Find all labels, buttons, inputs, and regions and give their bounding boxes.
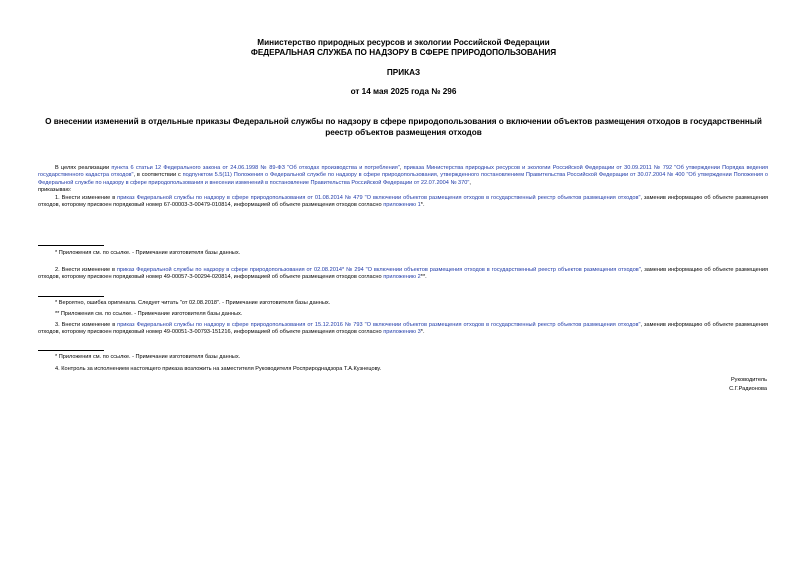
item-3	[38, 322, 768, 337]
item-2-text-1: 2. Внести изменение в	[55, 267, 117, 273]
footnote-3: * Приложения см. по ссылке. - Примечание изготовителя базы данных.	[55, 354, 241, 360]
preamble-text-3: , в соответствии с	[133, 172, 183, 179]
preamble	[38, 165, 768, 209]
preamble-paragraph	[38, 165, 768, 187]
document-title: О внесении изменений в отдельные приказы Федеральной службы по надзору в сфере природопользования о включении объектов размещения отходов в государственный реестр объектов размещения отходов	[45, 117, 762, 137]
item-1-text-2: , заменив информацию об объекте размещения отходов, которому присвоен порядковый номер 67-00003-З-00479-010814, информацией об объекте размещения отходов согласно	[38, 194, 769, 209]
order-479-link[interactable]: приказ Федеральной службы по надзору в сфере природопользования от 01.08.2014 № 479 "О включении объектов размещения отходов в государственный реестр объектов размещения отходов"	[117, 194, 641, 201]
order-793-link[interactable]: приказ Федеральной службы по надзору в сфере природопользования от 15.12.2016 № 793 "О включении объектов размещения отходов в государственный реестр объектов размещения отходов"	[117, 322, 641, 328]
item-1	[38, 195, 768, 210]
item-2-text-3: **.	[420, 274, 427, 281]
item-2	[38, 267, 768, 282]
regulation-400-link[interactable]: подпунктом 5.5(11) Положения о Федеральной службе по надзору в сфере природопользования, утвержденного постановлением Правительства Российской Федерации от 30.07.2004 № 400 "Об утверждении Положения о Федеральной службе по надзору в сфере природопользования и внесении изменений в постановление Правительства Российской Федерации от 22.07.2004 № 370"	[38, 172, 769, 186]
appendix-2-link[interactable]: приложению 2	[383, 274, 421, 281]
item-3-text-1: 3. Внести изменение в	[55, 322, 118, 328]
item-1-text-3: *.	[420, 202, 425, 209]
footnote-2a: * Вероятно, ошибка оригинала. Следует читать "от 02.08.2018". - Примечание изготовителя базы данных.	[55, 300, 331, 306]
appendix-3-link[interactable]: приложению 3	[383, 329, 421, 336]
ministry-name: Министерство природных ресурсов и экологии Российской Федерации	[257, 38, 550, 47]
preamble-text-4: ,	[469, 179, 471, 186]
footnote-2b: ** Приложения см. по ссылке. - Примечание изготовителя базы данных.	[55, 311, 243, 317]
law-89-fz-link[interactable]: пункта 6 статьи 12 Федерального закона от 24.06.1998 № 89-ФЗ "Об отходах производства и потребления"	[111, 165, 400, 171]
appendix-1-link[interactable]: приложению 1	[383, 202, 421, 209]
preamble-text-1: В целях реализации	[55, 165, 112, 171]
item-2-block	[38, 267, 768, 282]
order-word: приказываю:	[38, 187, 72, 194]
order-792-link[interactable]: приказа Министерства природных ресурсов и экологии Российской Федерации от 30.09.2011 № 792 "Об утверждении Порядка ведения государственного кадастра отходов"	[38, 165, 769, 179]
service-name: ФЕДЕРАЛЬНАЯ СЛУЖБА ПО НАДЗОРУ В СФЕРЕ ПРИРОДОПОЛЬЗОВАНИЯ	[250, 48, 557, 57]
item-4-block	[38, 366, 768, 373]
signatory-name: С.Г.Радионова	[729, 386, 767, 392]
footnote-separator	[38, 296, 104, 297]
document-date-number: от 14 мая 2025 года № 296	[350, 87, 457, 96]
item-4: 4. Контроль за исполнением настоящего приказа возложить на заместителя Руководителя Росприроднадзора Т.А.Кузнецову.	[55, 366, 382, 372]
item-3-text-2: , заменив информацию об объекте размещения отходов, которому присвоен порядковый номер 49-00051-З-00793-151216, информацией об объекте размещения отходов согласно	[38, 322, 769, 336]
signatory-position: Руководитель	[730, 377, 767, 383]
item-2-text-2: , заменив информацию об объекте размещения отходов, которому присвоен порядковый номер 49-00057-З-00294-020814, информацией об объекте размещения отходов согласно	[38, 267, 768, 281]
footnote-separator	[38, 245, 104, 246]
signature-block	[729, 376, 767, 394]
footnote-separator	[38, 350, 104, 351]
order-294-link[interactable]: приказ Федеральной службы по надзору в сфере природопользования от 02.08.2014* № 294 "О включении объектов размещения отходов в государственный реестр объектов размещения отходов"	[116, 267, 641, 273]
item-3-block	[38, 322, 768, 337]
item-1-text-1: 1. Внести изменение в	[55, 194, 118, 201]
document-type: ПРИКАЗ	[386, 68, 421, 77]
item-3-text-3: *.	[420, 329, 425, 336]
preamble-text-2: ,	[399, 165, 404, 171]
footnote-1: * Приложения см. по ссылке. - Примечание изготовителя базы данных.	[55, 250, 241, 256]
